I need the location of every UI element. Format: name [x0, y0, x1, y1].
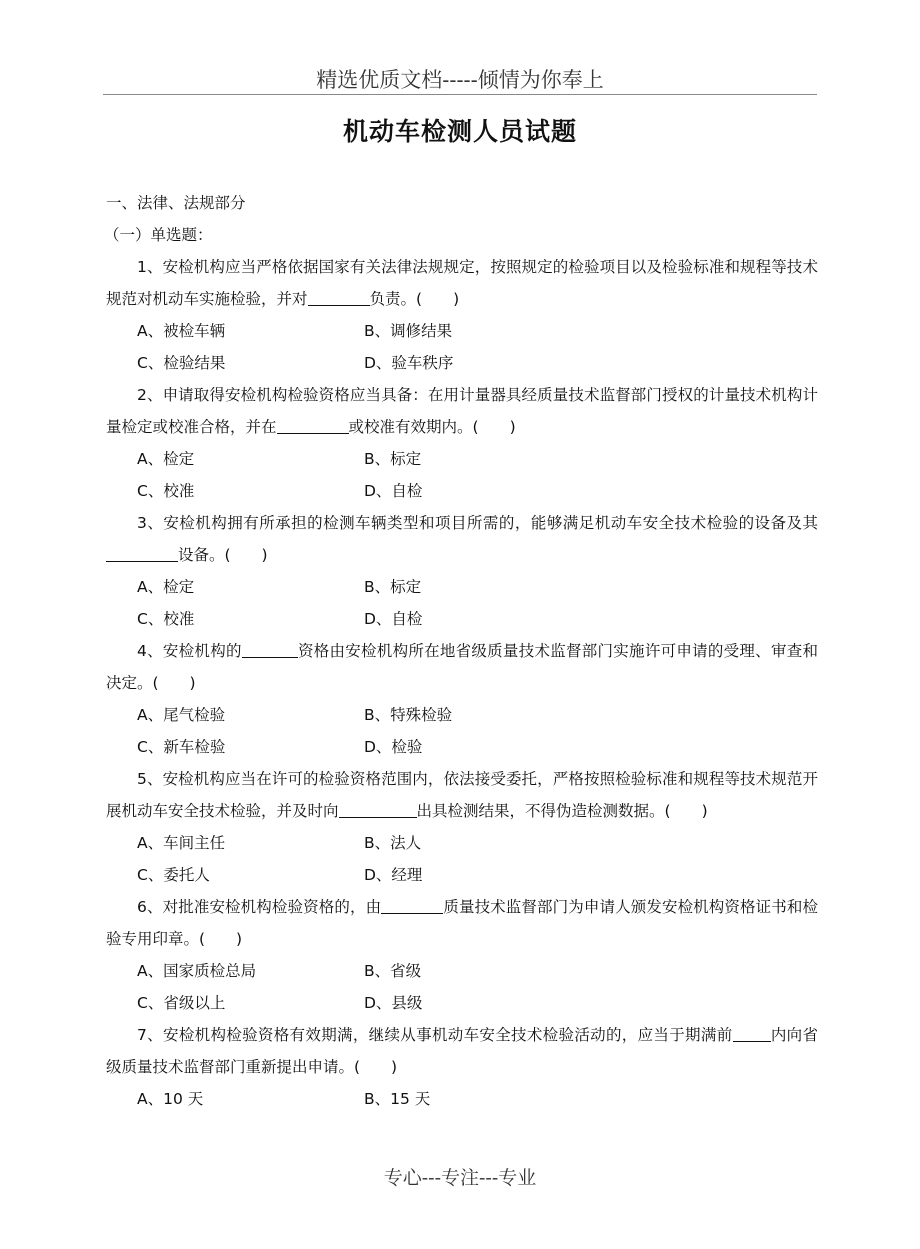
question-text: 1、安检机构应当严格依据国家有关法律法规规定，按照规定的检验项目以及检验标准和规程等技术规范对机动车实施检验，并对: [106, 258, 818, 308]
header-divider: [103, 94, 817, 95]
option-b: B、省级: [364, 962, 422, 980]
options-row: [106, 731, 818, 763]
option-a: A、10 天: [137, 1090, 204, 1108]
question-text-tail: 出具检测结果，不得伪造检测数据。( ): [416, 802, 708, 820]
page-footer: 专心---专注---专业: [383, 1167, 537, 1189]
question-7: [106, 1019, 818, 1083]
question-6: [106, 891, 818, 955]
document-title: 机动车检测人员试题: [342, 117, 577, 146]
question-text-tail: 负责。( ): [369, 290, 460, 308]
page-header: 精选优质文档-----倾情为你奉上: [316, 68, 604, 92]
options-row: [106, 443, 818, 475]
subsection-heading: （一）单选题：: [104, 226, 213, 244]
option-b: B、标定: [364, 578, 422, 596]
option-c: C、校准: [137, 482, 195, 500]
option-d: D、验车秩序: [364, 354, 454, 372]
option-d: D、检验: [364, 738, 423, 756]
option-b: B、法人: [364, 834, 422, 852]
option-b: B、15 天: [364, 1090, 431, 1108]
options-row: [106, 603, 818, 635]
answer-blank: [242, 639, 298, 658]
options-row: [106, 315, 818, 347]
option-c: C、新车检验: [137, 738, 226, 756]
option-a: A、检定: [137, 578, 195, 596]
question-5: [106, 763, 818, 827]
option-a: A、国家质检总局: [137, 962, 257, 980]
option-c: C、校准: [137, 610, 195, 628]
answer-blank: [381, 895, 443, 914]
question-text: 3、安检机构拥有所承担的检测车辆类型和项目所需的，能够满足机动车安全技术检验的设备及其: [137, 514, 818, 532]
question-text: 2、申请取得安检机构检验资格应当具备：在用计量器具经质量技术监督部门授权的计量技术机构计量检定或校准合格，并在: [106, 386, 818, 436]
question-text: 5、安检机构应当在许可的检验资格范围内，依法接受委托，严格按照检验标准和规程等技术规范开展机动车安全技术检验，并及时向: [106, 770, 818, 820]
option-b: B、调修结果: [364, 322, 453, 340]
option-d: D、经理: [364, 866, 423, 884]
option-a: A、检定: [137, 450, 195, 468]
option-c: C、省级以上: [137, 994, 226, 1012]
question-text-tail: 或校准有效期内。( ): [348, 418, 516, 436]
question-text: 6、对批准安检机构检验资格的，由: [137, 898, 382, 916]
options-row: [106, 827, 818, 859]
question-text: 4、安检机构的: [137, 642, 242, 660]
option-d: D、自检: [364, 482, 423, 500]
answer-blank: [277, 415, 349, 434]
question-text-tail: 资格由安检机构所在地省级质量技术监督部门实施许可申请的受理、审查和决定。( ): [106, 642, 818, 692]
question-text-tail: 内向省级质量技术监督部门重新提出申请。( ): [106, 1026, 818, 1076]
options-row: [106, 987, 818, 1019]
option-c: C、委托人: [137, 866, 210, 884]
options-row: [106, 1083, 818, 1115]
question-2: [106, 379, 818, 443]
answer-blank: [733, 1023, 771, 1042]
options-row: [106, 347, 818, 379]
options-row: [106, 571, 818, 603]
option-c: C、检验结果: [137, 354, 226, 372]
answer-blank: [339, 799, 417, 818]
options-row: [106, 475, 818, 507]
document-body: [106, 187, 818, 1115]
section-heading: 一、法律、法规部分: [106, 194, 246, 212]
question-text-tail: 质量技术监督部门为申请人颁发安检机构资格证书和检验专用印章。( ): [106, 898, 818, 948]
answer-blank: [106, 543, 178, 562]
option-a: A、车间主任: [137, 834, 226, 852]
question-1: [106, 251, 818, 315]
option-d: D、自检: [364, 610, 423, 628]
options-row: [106, 859, 818, 891]
options-row: [106, 955, 818, 987]
answer-blank: [308, 287, 370, 306]
question-text: 7、安检机构检验资格有效期满，继续从事机动车安全技术检验活动的，应当于期满前: [137, 1026, 733, 1044]
option-b: B、特殊检验: [364, 706, 453, 724]
question-3: [106, 507, 818, 571]
options-row: [106, 699, 818, 731]
question-text-tail: 设备。( ): [178, 546, 268, 564]
option-d: D、县级: [364, 994, 423, 1012]
option-b: B、标定: [364, 450, 422, 468]
option-a: A、被检车辆: [137, 322, 226, 340]
question-4: [106, 635, 818, 699]
option-a: A、尾气检验: [137, 706, 226, 724]
